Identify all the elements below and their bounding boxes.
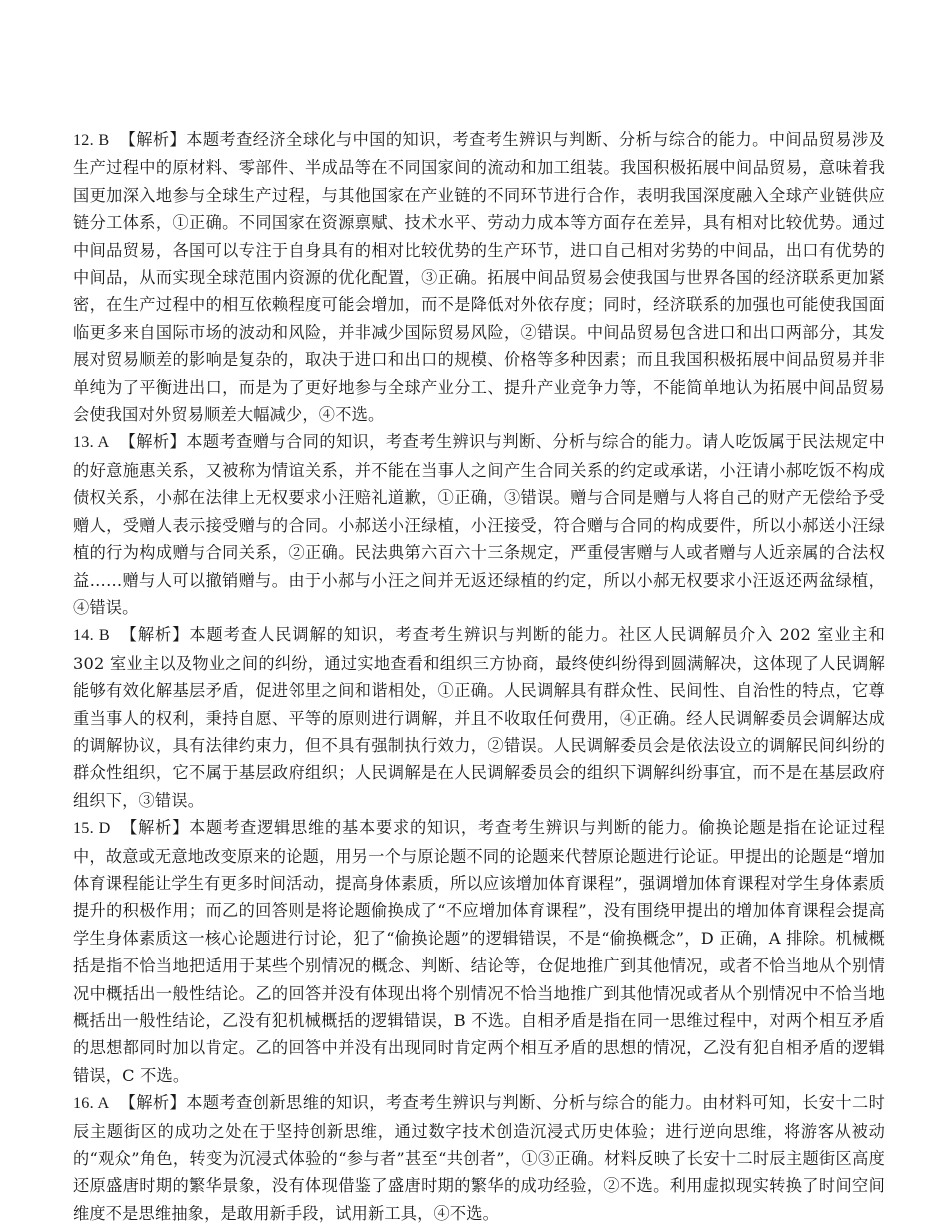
answer-16	[73, 1089, 885, 1227]
answer-12	[73, 126, 885, 428]
question-number: 16. A	[73, 1094, 110, 1113]
analysis-text: 本题考查创新思维的知识，考查考生辨识与判断、分析与综合的能力。由材料可知，长安十二时辰主题街区的成功之处在于坚持创新思维，通过数字技术创造沉浸式历史体验；进行逆向思维，将游客从被动的“观众”角色，转变为沉浸式体验的“参与者”甚至“共创者”，①③正确。材料反映了长安十二时辰主题街区高度还原盛唐时期的繁华景象，没有体现借鉴了盛唐时期的繁华的成功经验，②不选。利用虚拟现实转换了时间空间维度不是思维抽象，是敢用新手段，试用新工具，④不选。	[73, 1093, 885, 1223]
analysis-text: 本题考查逻辑思维的基本要求的知识，考查考生辨识与判断的能力。偷换论题是指在论证过程中，故意或无意地改变原来的论题，用另一个与原论题不同的论题来代替原论题进行论证。甲提出的论题是“增加体育课程能让学生有更多时间活动，提高身体素质，所以应该增加体育课程”，强调增加体育课程对学生身体素质提升的积极作用；而乙的回答则是将论题偷换成了“不应增加体育课程”，没有围绕甲提出的增加体育课程会提高学生身体素质这一核心论题进行讨论，犯了“偷换论题”的逻辑错误，不是“偷换概念”，D 正确，A 排除。机械概括是指不恰当地把适用于某些个别情况的概念、判断、结论等，仓促地推广到其他情况，或者不恰当地从个别情况中概括出一般性结论。乙的回答并没有体现出将个别情况不恰当地推广到其他情况或者从个别情况中不恰当地概括出一般性结论，乙没有犯机械概括的逻辑错误，B 不选。自相矛盾是指在同一思维过程中，对两个相互矛盾的思想都同时加以肯定。乙的回答中并没有出现同时肯定两个相互矛盾的思想的情况，乙没有犯自相矛盾的逻辑错误，C 不选。	[73, 818, 885, 1085]
analysis-tag: 【解析】	[119, 432, 187, 452]
answer-explanations	[73, 126, 885, 1227]
question-number: 15. D	[73, 819, 111, 838]
analysis-tag: 【解析】	[119, 130, 187, 149]
analysis-tag: 【解析】	[120, 818, 190, 838]
analysis-tag: 【解析】	[119, 1093, 187, 1113]
analysis-tag: 【解析】	[119, 625, 190, 645]
analysis-text: 本题考查赠与合同的知识，考查考生辨识与判断、分析与综合的能力。请人吃饭属于民法规定中的好意施惠关系，又被称为情谊关系，并不能在当事人之间产生合同关系的约定或承诺，小汪请小郝吃饭不构成债权关系，小郝在法律上无权要求小汪赔礼道歉，①正确，③错误。赠与合同是赠与人将自己的财产无偿给予受赠人，受赠人表示接受赠与的合同。小郝送小汪绿植，小汪接受，符合赠与合同的构成要件，所以小郝送小汪绿植的行为构成赠与合同关系，②正确。民法典第六百六十三条规定，严重侵害赠与人或者赠与人近亲属的合法权益……赠与人可以撤销赠与。由于小郝与小汪之间并无返还绿植的约定，所以小郝无权要求小汪返还两盆绿植，④错误。	[73, 432, 885, 617]
analysis-text: 本题考查人民调解的知识，考查考生辨识与判断的能力。社区人民调解员介入 202 室业主和 302 室业主以及物业之间的纠纷，通过实地查看和组织三方协商，最终使纠纷得到圆满解决，这体现了人民调解能够有效化解基层矛盾，促进邻里之间和谐相处，①正确。人民调解具有群众性、民间性、自治性的特点，它尊重当事人的权利，秉持自愿、平等的原则进行调解，并且不收取任何费用，④正确。经人民调解委员会调解达成的调解协议，具有法律约束力，但不具有强制执行效力，②错误。人民调解委员会是依法设立的调解民间纠纷的群众性组织，它不属于基层政府组织；人民调解是在人民调解委员会的组织下调解纠纷事宜，而不是在基层政府组织下，③错误。	[73, 625, 885, 810]
answer-14	[73, 621, 885, 814]
question-number: 13. A	[73, 433, 110, 452]
answer-15	[73, 814, 885, 1089]
answer-13	[73, 428, 885, 621]
question-number: 12. B	[73, 131, 110, 149]
question-number: 14. B	[73, 626, 110, 645]
analysis-text: 本题考查经济全球化与中国的知识，考查考生辨识与判断、分析与综合的能力。中间品贸易涉及生产过程中的原材料、零部件、半成品等在不同国家间的流动和加工组装。我国积极拓展中间品贸易，意味着我国更加深入地参与全球生产过程，与其他国家在产业链的不同环节进行合作，表明我国深度融入全球产业链供应链分工体系，①正确。不同国家在资源禀赋、技术水平、劳动力成本等方面存在差异，具有相对比较优势。通过中间品贸易，各国可以专注于自身具有的相对比较优势的生产环节，进口自己相对劣势的中间品，出口有优势的中间品，从而实现全球范围内资源的优化配置，③正确。拓展中间品贸易会使我国与世界各国的经济联系更加紧密，在生产过程中的相互依赖程度可能会增加，而不是降低对外依存度；同时，经济联系的加强也可能使我国面临更多来自国际市场的波动和风险，并非减少国际贸易风险，②错误。中间品贸易包含进口和出口两部分，其发展对贸易顺差的影响是复杂的，取决于进口和出口的规模、价格等多种因素；而且我国积极拓展中间品贸易并非单纯为了平衡进出口，而是为了更好地参与全球产业分工、提升产业竞争力等，不能简单地认为拓展中间品贸易会使我国对外贸易顺差大幅减少，④不选。	[73, 130, 885, 425]
